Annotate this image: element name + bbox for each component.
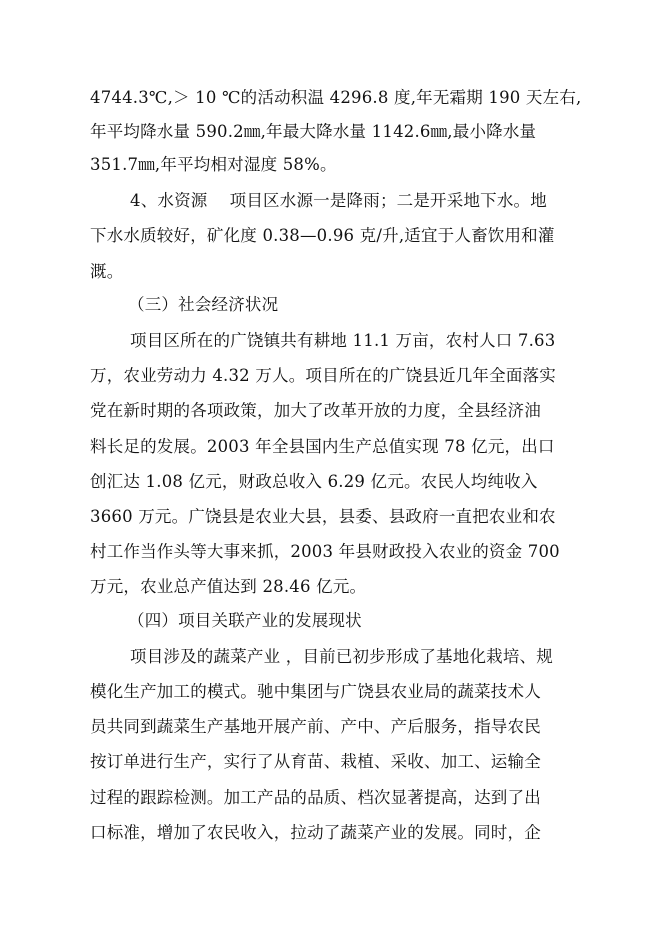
paragraph-line: 溉。	[90, 262, 124, 281]
paragraph-line: 项目区所在的广饶镇共有耕地 11.1 万亩，农村人口 7.63	[130, 331, 556, 350]
paragraph-line: 万元，农业总产值达到 28.46 亿元。	[90, 577, 367, 596]
paragraph-line: 万，农业劳动力 4.32 万人。项目所在的广饶县近几年全面落实	[90, 366, 556, 385]
paragraph-line: 村工作当作头等大事来抓，2003 年县财政投入农业的资金 700	[90, 542, 560, 561]
section-heading-related-industry: （四）项目关联产业的发展现状	[128, 611, 362, 630]
paragraph-line: 模化生产加工的模式。驰中集团与广饶县农业局的蔬菜技术人	[90, 682, 541, 701]
paragraph-line: 员共同到蔬菜生产基地开展产前、产中、产后服务，指导农民	[90, 717, 541, 736]
paragraph-line: 口标准，增加了农民收入，拉动了蔬菜产业的发展。同时，企	[90, 823, 541, 842]
paragraph-line: 创汇达 1.08 亿元，财政总收入 6.29 亿元。农民人均纯收入	[90, 472, 538, 491]
paragraph-line: 过程的跟踪检测。加工产品的品质、档次显著提高，达到了出	[90, 788, 541, 807]
paragraph-line: 党在新时期的各项政策，加大了改革开放的力度，全县经济油	[90, 401, 541, 420]
paragraph-line: 项目涉及的蔬菜产业 ，目前已初步形成了基地化栽培、规	[130, 647, 553, 666]
paragraph-line: 料长足的发展。2003 年全县国内生产总值实现 78 亿元，出口	[90, 437, 555, 456]
paragraph-line: 351.7㎜,年平均相对湿度 58%。	[90, 155, 337, 174]
paragraph-line: 4、水资源 项目区水源一是降雨；二是开采地下水。地	[130, 191, 547, 210]
paragraph-line: 年平均降水量 590.2㎜,年最大降水量 1142.6㎜,最小降水量	[90, 122, 537, 141]
paragraph-line: 4744.3℃,＞ 10 ℃的活动积温 4296.8 度,年无霜期 190 天左右,	[90, 88, 582, 107]
paragraph-line: 下水水质较好，矿化度 0.38—0.96 克/升,适宜于人畜饮用和灌	[90, 226, 555, 245]
paragraph-line: 3660 万元。广饶县是农业大县，县委、县政府一直把农业和农	[90, 507, 556, 526]
section-heading-social-economic: （三）社会经济状况	[128, 295, 279, 314]
paragraph-line: 按订单进行生产，实行了从育苗、栽植、采收、加工、运输全	[90, 752, 541, 771]
